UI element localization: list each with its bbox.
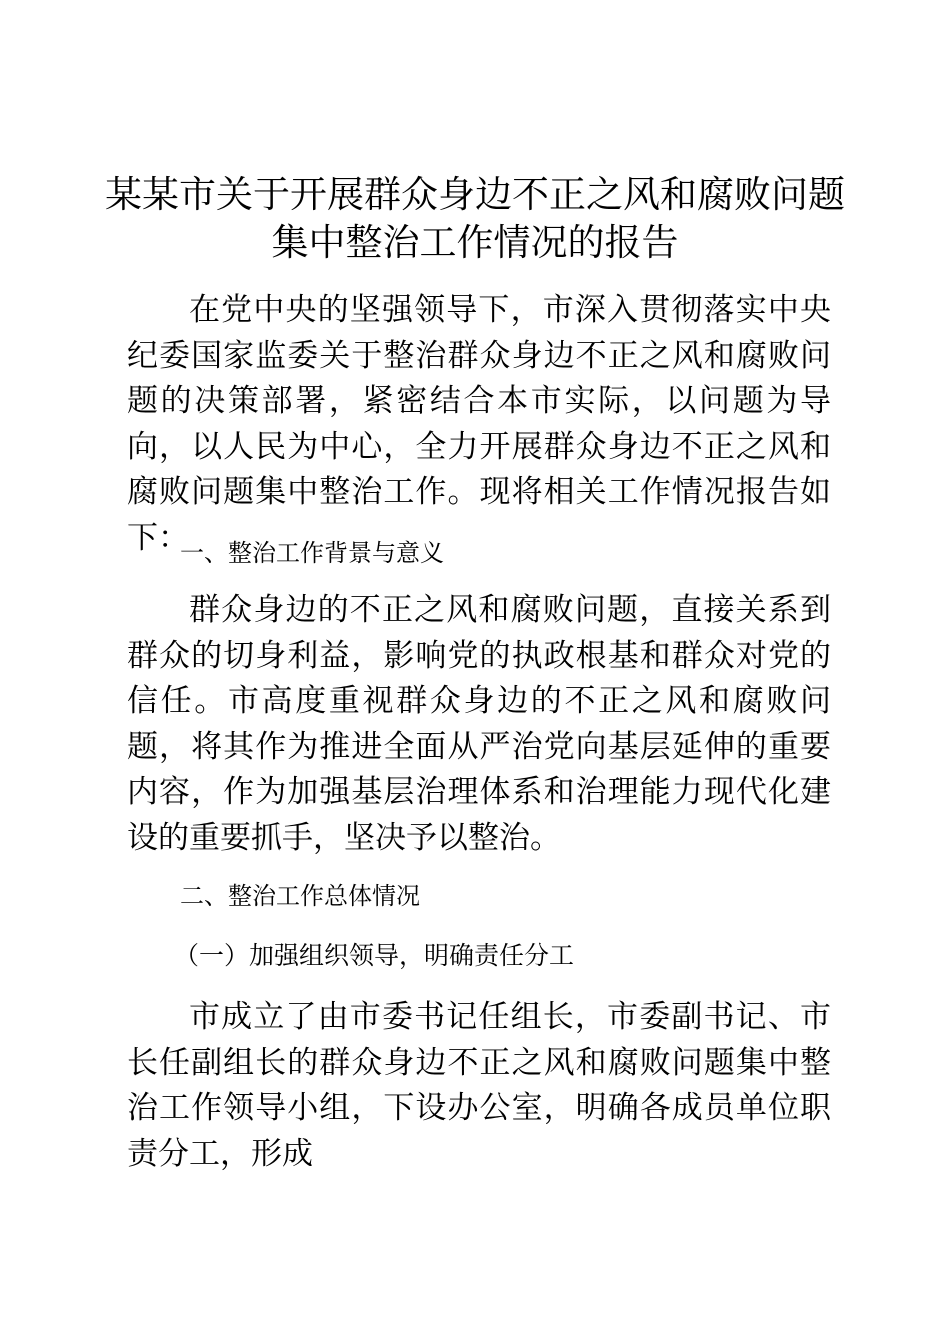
subsection-1-heading: （一）加强组织领导，明确责任分工 — [174, 941, 575, 970]
subsection-1-paragraph: 市成立了由市委书记任组长，市委副书记、市长任副组长的群众身边不正之风和腐败问题集中整治工作领导小组，下设办公室，明确各成员单位职责分工，形成 — [127, 999, 831, 1172]
section-1-paragraph: 群众身边的不正之风和腐败问题，直接关系到群众的切身利益，影响党的执政根基和群众对党的信任。市高度重视群众身边的不正之风和腐败问题，将其作为推进全面从严治党向基层延伸的重要内容，作为加强基层治理体系和治理能力现代化建设的重要抓手，坚决予以整治。 — [127, 592, 831, 856]
document-title-line-2: 集中整治工作情况的报告 — [271, 221, 679, 264]
document-title-line-1: 某某市关于开展群众身边不正之风和腐败问题 — [105, 173, 845, 216]
intro-paragraph: 在党中央的坚强领导下，市深入贯彻落实中央纪委国家监委关于整治群众身边不正之风和腐败问题的决策部署，紧密结合本市实际，以问题为导向，以人民为中心，全力开展群众身边不正之风和腐败问题集中整治工作。现将相关工作情况报告如下： — [127, 292, 831, 556]
section-2-heading: 二、整治工作总体情况 — [180, 882, 420, 910]
section-1-heading: 一、整治工作背景与意义 — [180, 539, 444, 567]
